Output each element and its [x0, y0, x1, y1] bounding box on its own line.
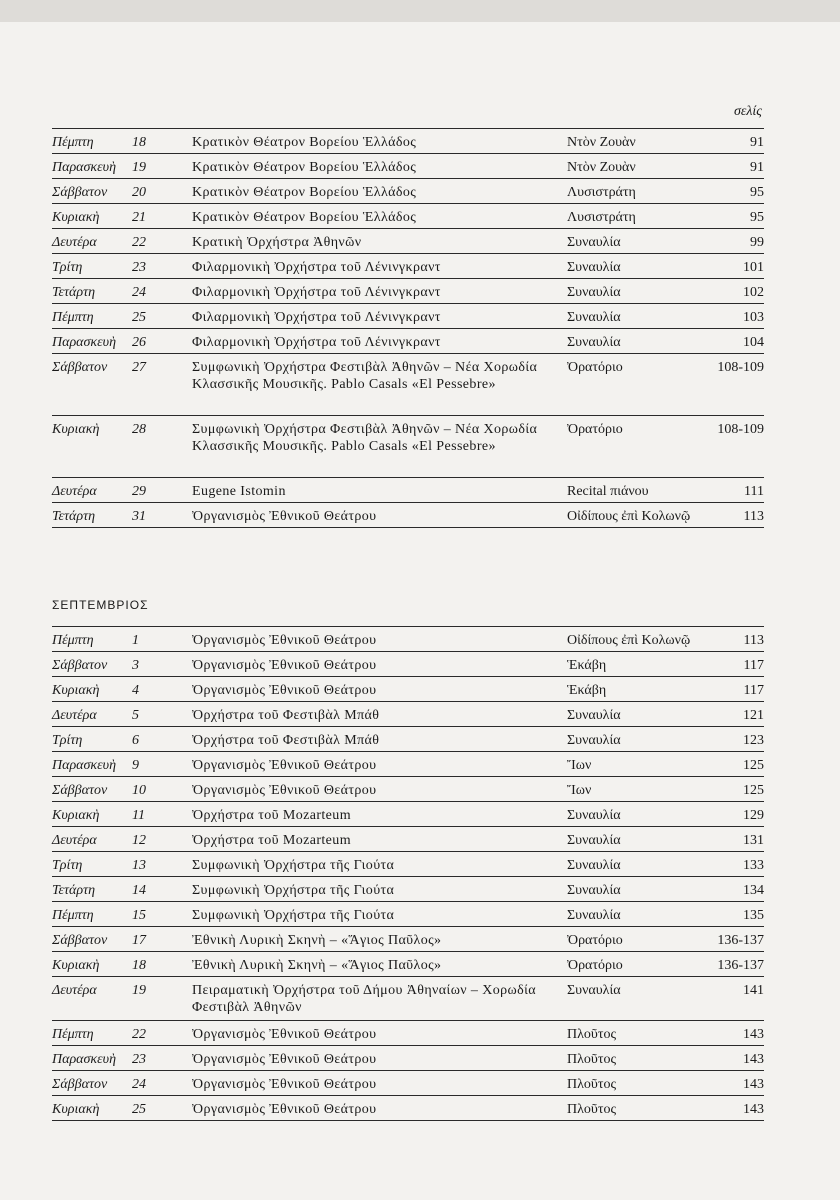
- schedule-date: 19: [132, 977, 192, 1021]
- table-row: [52, 229, 764, 254]
- september-schedule-table: [52, 626, 764, 1121]
- schedule-date: 6: [132, 727, 192, 752]
- schedule-date: 26: [132, 329, 192, 354]
- schedule-date: 9: [132, 752, 192, 777]
- schedule-work: Συναυλία: [567, 304, 707, 329]
- schedule-date: 21: [132, 204, 192, 229]
- schedule-performer: Ὀργανισμὸς Ἐθνικοῦ Θεάτρου: [192, 1096, 567, 1121]
- schedule-date: 29: [132, 478, 192, 503]
- schedule-work: Λυσιστράτη: [567, 179, 707, 204]
- schedule-work: Ἴων: [567, 777, 707, 802]
- schedule-page: 108-109: [707, 416, 764, 478]
- schedule-page: 91: [707, 154, 764, 179]
- schedule-date: 24: [132, 279, 192, 304]
- schedule-page: 123: [707, 727, 764, 752]
- schedule-work: Συναυλία: [567, 977, 707, 1021]
- schedule-performer: Ἐθνικὴ Λυρικὴ Σκηνὴ – «Ἅγιος Παῦλος»: [192, 952, 567, 977]
- schedule-performer: Συμφωνικὴ Ὀρχήστρα τῆς Γιούτα: [192, 852, 567, 877]
- table-row: [52, 852, 764, 877]
- schedule-page: 143: [707, 1021, 764, 1046]
- schedule-day: Κυριακὴ: [52, 952, 132, 977]
- schedule-page: 99: [707, 229, 764, 254]
- table-row: [52, 877, 764, 902]
- schedule-work: Συναυλία: [567, 229, 707, 254]
- schedule-page: 95: [707, 179, 764, 204]
- schedule-date: 18: [132, 952, 192, 977]
- schedule-page: 103: [707, 304, 764, 329]
- schedule-performer: Συμφωνικὴ Ὀρχήστρα Φεστιβὰλ Ἀθηνῶν – Νέα Χορωδία Κλασσικῆς Μουσικῆς. Pablo Casals «El Pessebre»: [192, 354, 567, 416]
- schedule-date: 19: [132, 154, 192, 179]
- schedule-day: Παρασκευὴ: [52, 154, 132, 179]
- scan-top-edge: [0, 0, 840, 22]
- schedule-performer: Ὀργανισμὸς Ἐθνικοῦ Θεάτρου: [192, 752, 567, 777]
- schedule-date: 20: [132, 179, 192, 204]
- schedule-work: Οἰδίπους ἐπὶ Κολωνῷ: [567, 503, 707, 528]
- schedule-date: 10: [132, 777, 192, 802]
- schedule-work: Ὀρατόριο: [567, 416, 707, 478]
- schedule-page: 121: [707, 702, 764, 727]
- schedule-page: 102: [707, 279, 764, 304]
- table-row: [52, 129, 764, 154]
- schedule-performer: Ὀργανισμὸς Ἐθνικοῦ Θεάτρου: [192, 503, 567, 528]
- schedule-date: 14: [132, 877, 192, 902]
- schedule-performer: Κρατικὸν Θέατρον Βορείου Ἑλλάδος: [192, 129, 567, 154]
- schedule-performer: Ὀργανισμὸς Ἐθνικοῦ Θεάτρου: [192, 1046, 567, 1071]
- schedule-page: 143: [707, 1096, 764, 1121]
- schedule-work: Πλοῦτος: [567, 1046, 707, 1071]
- schedule-performer: Φιλαρμονικὴ Ὀρχήστρα τοῦ Λένινγκραντ: [192, 279, 567, 304]
- schedule-page: 95: [707, 204, 764, 229]
- table-row: [52, 354, 764, 416]
- schedule-work: Ἑκάβη: [567, 652, 707, 677]
- schedule-day: Σάββατον: [52, 652, 132, 677]
- schedule-page: 129: [707, 802, 764, 827]
- schedule-date: 27: [132, 354, 192, 416]
- schedule-performer: Eugene Istomin: [192, 478, 567, 503]
- schedule-page: 133: [707, 852, 764, 877]
- schedule-date: 23: [132, 254, 192, 279]
- table-row: [52, 652, 764, 677]
- schedule-day: Πέμπτη: [52, 1021, 132, 1046]
- schedule-performer: Συμφωνικὴ Ὀρχήστρα τῆς Γιούτα: [192, 877, 567, 902]
- schedule-date: 23: [132, 1046, 192, 1071]
- schedule-day: Τρίτη: [52, 727, 132, 752]
- schedule-work: Λυσιστράτη: [567, 204, 707, 229]
- schedule-work: Ὀρατόριο: [567, 927, 707, 952]
- schedule-date: 31: [132, 503, 192, 528]
- schedule-day: Δευτέρα: [52, 229, 132, 254]
- schedule-day: Τρίτη: [52, 852, 132, 877]
- schedule-work: Συναυλία: [567, 852, 707, 877]
- schedule-work: Συναυλία: [567, 329, 707, 354]
- schedule-work: Ὀρατόριο: [567, 952, 707, 977]
- schedule-work: Ντὸν Ζουὰν: [567, 129, 707, 154]
- schedule-page: 113: [707, 503, 764, 528]
- table-row: [52, 802, 764, 827]
- table-row: [52, 902, 764, 927]
- schedule-day: Τρίτη: [52, 254, 132, 279]
- schedule-work: Συναυλία: [567, 254, 707, 279]
- table-row: [52, 279, 764, 304]
- schedule-work: Συναυλία: [567, 279, 707, 304]
- schedule-performer: Ὀρχήστρα τοῦ Φεστιβὰλ Μπάθ: [192, 727, 567, 752]
- schedule-performer: Ὀργανισμὸς Ἐθνικοῦ Θεάτρου: [192, 677, 567, 702]
- september-rows: [52, 627, 764, 1121]
- schedule-performer: Φιλαρμονικὴ Ὀρχήστρα τοῦ Λένινγκραντ: [192, 254, 567, 279]
- table-row: [52, 154, 764, 179]
- table-row: [52, 1046, 764, 1071]
- schedule-performer: Κρατικὸν Θέατρον Βορείου Ἑλλάδος: [192, 204, 567, 229]
- schedule-work: Ἑκάβη: [567, 677, 707, 702]
- schedule-date: 25: [132, 1096, 192, 1121]
- table-row: [52, 777, 764, 802]
- schedule-day: Κυριακὴ: [52, 802, 132, 827]
- schedule-page: 131: [707, 827, 764, 852]
- schedule-date: 13: [132, 852, 192, 877]
- schedule-page: 141: [707, 977, 764, 1021]
- schedule-work: Συναυλία: [567, 702, 707, 727]
- schedule-performer: Ὀρχήστρα τοῦ Mozarteum: [192, 802, 567, 827]
- schedule-date: 15: [132, 902, 192, 927]
- schedule-performer: Συμφωνικὴ Ὀρχήστρα Φεστιβὰλ Ἀθηνῶν – Νέα Χορωδία Κλασσικῆς Μουσικῆς. Pablo Casals «El Pessebre»: [192, 416, 567, 478]
- schedule-work: Ἴων: [567, 752, 707, 777]
- schedule-day: Πέμπτη: [52, 304, 132, 329]
- schedule-work: Πλοῦτος: [567, 1071, 707, 1096]
- schedule-date: 17: [132, 927, 192, 952]
- schedule-performer: Ὀργανισμὸς Ἐθνικοῦ Θεάτρου: [192, 777, 567, 802]
- schedule-date: 22: [132, 1021, 192, 1046]
- schedule-performer: Κρατικὸν Θέατρον Βορείου Ἑλλάδος: [192, 179, 567, 204]
- schedule-day: Σάββατον: [52, 777, 132, 802]
- schedule-page: 108-109: [707, 354, 764, 416]
- schedule-page: 111: [707, 478, 764, 503]
- schedule-page: 134: [707, 877, 764, 902]
- table-row: [52, 329, 764, 354]
- schedule-day: Παρασκευὴ: [52, 752, 132, 777]
- schedule-page: 125: [707, 752, 764, 777]
- schedule-page: 143: [707, 1071, 764, 1096]
- schedule-date: 5: [132, 702, 192, 727]
- page-column-header: σελίς: [733, 104, 762, 119]
- schedule-day: Σάββατον: [52, 179, 132, 204]
- schedule-page: 125: [707, 777, 764, 802]
- schedule-day: Σάββατον: [52, 354, 132, 416]
- schedule-page: 135: [707, 902, 764, 927]
- schedule-date: 4: [132, 677, 192, 702]
- table-row: [52, 977, 764, 1021]
- schedule-page: 104: [707, 329, 764, 354]
- table-row: [52, 727, 764, 752]
- schedule-work: Συναυλία: [567, 877, 707, 902]
- schedule-date: 11: [132, 802, 192, 827]
- schedule-work: Recital πιάνου: [567, 478, 707, 503]
- schedule-day: Κυριακὴ: [52, 416, 132, 478]
- table-row: [52, 677, 764, 702]
- table-row: [52, 503, 764, 528]
- schedule-day: Πέμπτη: [52, 129, 132, 154]
- schedule-performer: Συμφωνικὴ Ὀρχήστρα τῆς Γιούτα: [192, 902, 567, 927]
- table-row: [52, 204, 764, 229]
- table-row: [52, 304, 764, 329]
- table-row: [52, 416, 764, 478]
- august-schedule-table: [52, 128, 764, 528]
- schedule-day: Τετάρτη: [52, 503, 132, 528]
- schedule-performer: Ὀργανισμὸς Ἐθνικοῦ Θεάτρου: [192, 652, 567, 677]
- schedule-work: Πλοῦτος: [567, 1096, 707, 1121]
- august-rows: [52, 129, 764, 528]
- schedule-day: Κυριακὴ: [52, 1096, 132, 1121]
- table-row: [52, 254, 764, 279]
- schedule-date: 28: [132, 416, 192, 478]
- schedule-page: 101: [707, 254, 764, 279]
- schedule-performer: Κρατικὴ Ὀρχήστρα Ἀθηνῶν: [192, 229, 567, 254]
- schedule-work: Συναυλία: [567, 902, 707, 927]
- schedule-work: Συναυλία: [567, 802, 707, 827]
- schedule-performer: Ὀρχήστρα τοῦ Φεστιβὰλ Μπάθ: [192, 702, 567, 727]
- schedule-performer: Ὀργανισμὸς Ἐθνικοῦ Θεάτρου: [192, 1021, 567, 1046]
- schedule-performer: Ὀρχήστρα τοῦ Mozarteum: [192, 827, 567, 852]
- schedule-date: 3: [132, 652, 192, 677]
- table-row: [52, 952, 764, 977]
- schedule-work: Πλοῦτος: [567, 1021, 707, 1046]
- schedule-page: 91: [707, 129, 764, 154]
- table-row: [52, 1071, 764, 1096]
- schedule-performer: Ὀργανισμὸς Ἐθνικοῦ Θεάτρου: [192, 627, 567, 652]
- schedule-date: 12: [132, 827, 192, 852]
- schedule-date: 18: [132, 129, 192, 154]
- table-row: [52, 1021, 764, 1046]
- schedule-performer: Φιλαρμονικὴ Ὀρχήστρα τοῦ Λένινγκραντ: [192, 329, 567, 354]
- schedule-day: Τετάρτη: [52, 877, 132, 902]
- schedule-page: 113: [707, 627, 764, 652]
- schedule-performer: Πειραματικὴ Ὀρχήστρα τοῦ Δήμου Ἀθηναίων – Χορωδία Φεστιβὰλ Ἀθηνῶν: [192, 977, 567, 1021]
- schedule-day: Τετάρτη: [52, 279, 132, 304]
- schedule-work: Συναυλία: [567, 727, 707, 752]
- schedule-performer: Φιλαρμονικὴ Ὀρχήστρα τοῦ Λένινγκραντ: [192, 304, 567, 329]
- schedule-page: 136-137: [707, 927, 764, 952]
- schedule-page: 117: [707, 652, 764, 677]
- table-row: [52, 752, 764, 777]
- schedule-page: 143: [707, 1046, 764, 1071]
- schedule-date: 24: [132, 1071, 192, 1096]
- schedule-performer: Κρατικὸν Θέατρον Βορείου Ἑλλάδος: [192, 154, 567, 179]
- schedule-date: 1: [132, 627, 192, 652]
- schedule-day: Σάββατον: [52, 1071, 132, 1096]
- table-row: [52, 927, 764, 952]
- schedule-performer: Ὀργανισμὸς Ἐθνικοῦ Θεάτρου: [192, 1071, 567, 1096]
- schedule-day: Κυριακὴ: [52, 677, 132, 702]
- schedule-day: Δευτέρα: [52, 478, 132, 503]
- table-row: [52, 478, 764, 503]
- table-row: [52, 627, 764, 652]
- schedule-date: 22: [132, 229, 192, 254]
- table-row: [52, 1096, 764, 1121]
- schedule-performer: Ἐθνικὴ Λυρικὴ Σκηνὴ – «Ἅγιος Παῦλος»: [192, 927, 567, 952]
- schedule-day: Πέμπτη: [52, 627, 132, 652]
- schedule-day: Πέμπτη: [52, 902, 132, 927]
- table-row: [52, 702, 764, 727]
- schedule-work: Ὀρατόριο: [567, 354, 707, 416]
- schedule-day: Παρασκευὴ: [52, 329, 132, 354]
- schedule-work: Ντὸν Ζουὰν: [567, 154, 707, 179]
- schedule-work: Συναυλία: [567, 827, 707, 852]
- schedule-day: Παρασκευὴ: [52, 1046, 132, 1071]
- table-row: [52, 179, 764, 204]
- month-heading-september: ΣΕΠΤΕΜΒΡΙΟΣ: [52, 598, 149, 612]
- schedule-day: Δευτέρα: [52, 702, 132, 727]
- schedule-page: 136-137: [707, 952, 764, 977]
- schedule-work: Οἰδίπους ἐπὶ Κολωνῷ: [567, 627, 707, 652]
- table-row: [52, 827, 764, 852]
- schedule-day: Δευτέρα: [52, 977, 132, 1021]
- schedule-day: Σάββατον: [52, 927, 132, 952]
- schedule-page: 117: [707, 677, 764, 702]
- schedule-day: Δευτέρα: [52, 827, 132, 852]
- schedule-day: Κυριακὴ: [52, 204, 132, 229]
- schedule-date: 25: [132, 304, 192, 329]
